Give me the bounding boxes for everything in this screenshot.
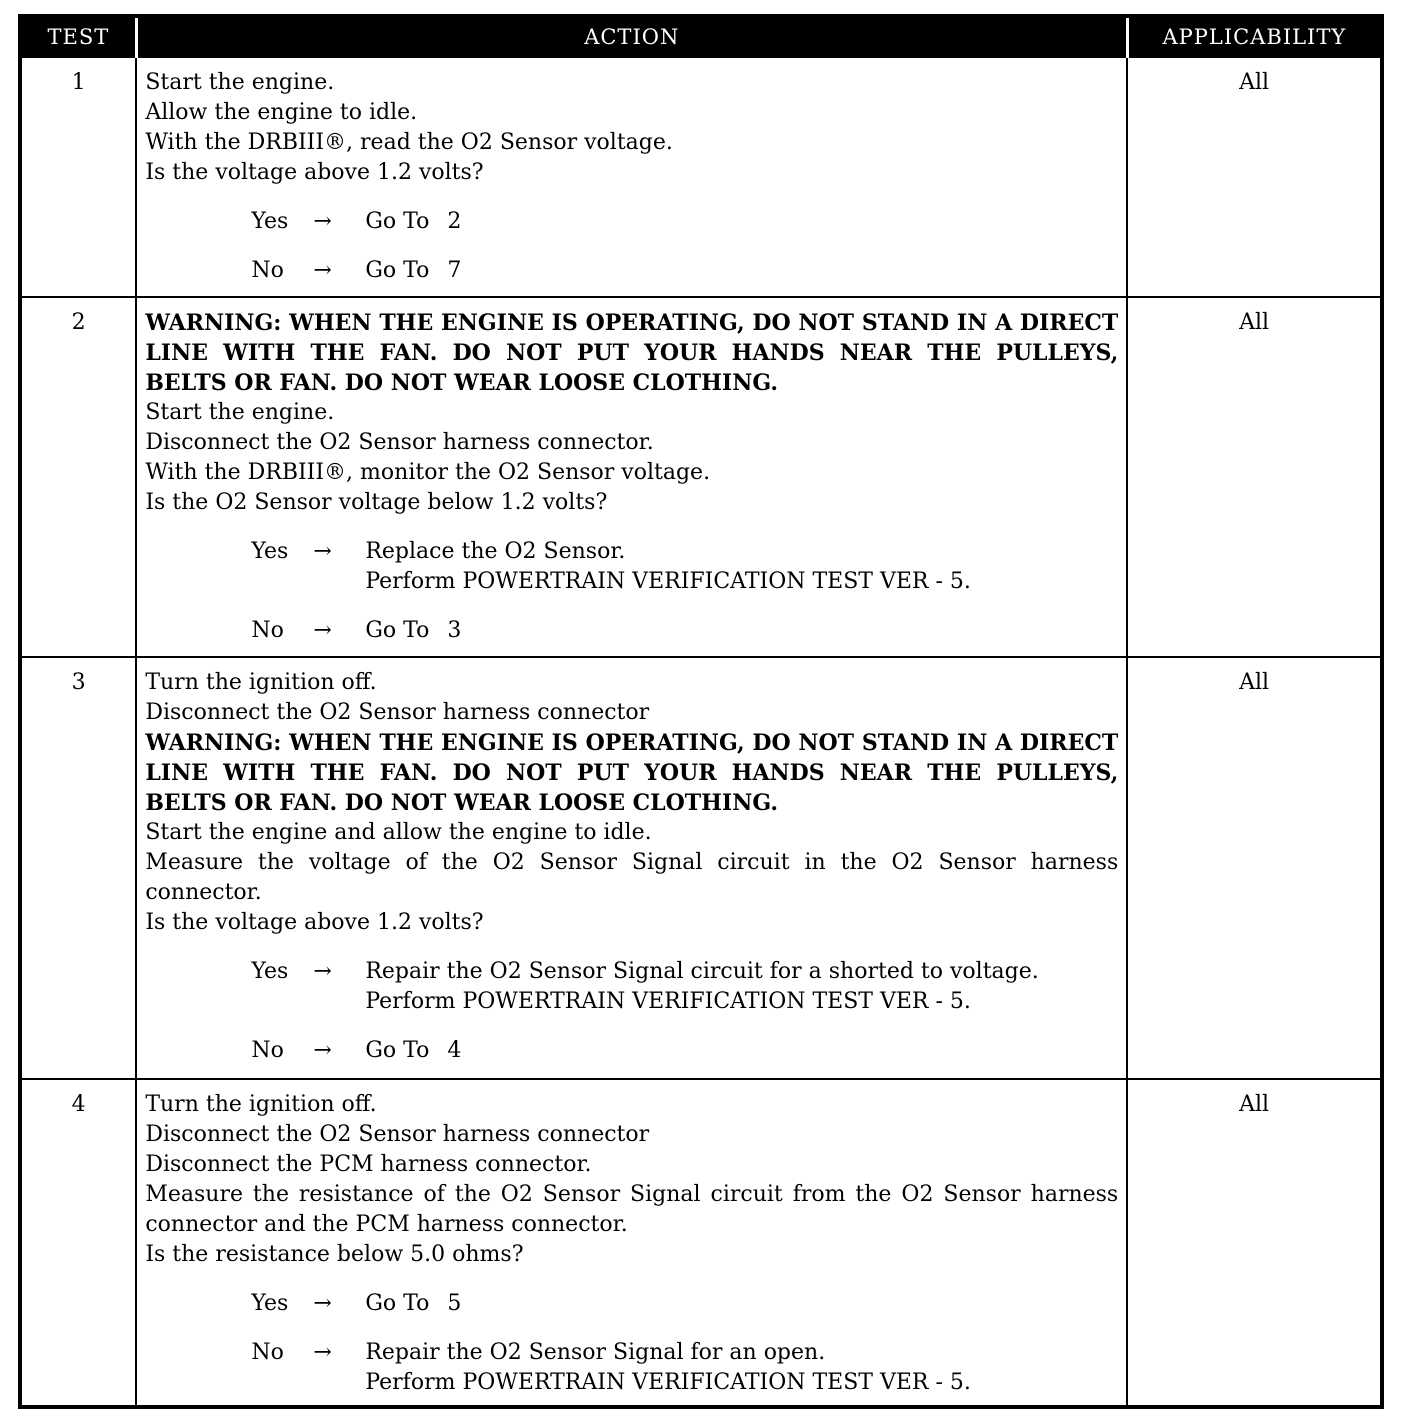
goto-number: 4	[447, 1038, 462, 1063]
header-action: ACTION	[136, 16, 1127, 57]
action-line: With the DRBIII®, monitor the O2 Sensor voltage.	[145, 460, 711, 485]
action-cell	[136, 297, 1127, 657]
table-row	[20, 297, 1382, 657]
question-line: Is the O2 Sensor voltage below 1.2 volts?	[145, 490, 608, 515]
action-line: Disconnect the PCM harness connector.	[145, 1152, 592, 1177]
action-line: Start the engine and allow the engine to idle.	[145, 820, 652, 845]
action-line: With the DRBIII®, read the O2 Sensor voltage.	[145, 130, 673, 155]
header-test: TEST	[20, 16, 136, 57]
action-line: Disconnect the O2 Sensor harness connector	[145, 1122, 650, 1147]
action-line: Measure the resistance of the O2 Sensor Signal circuit from the O2 Sensor harness connector and the PCM harness connector.	[145, 1182, 1119, 1237]
no-outcome	[251, 1338, 1118, 1398]
table-row	[20, 1079, 1382, 1407]
yes-label: Yes	[251, 539, 289, 564]
question-line: Is the voltage above 1.2 volts?	[145, 160, 484, 185]
no-outcome	[251, 256, 1118, 286]
test-number: 2	[20, 297, 136, 657]
action-line: Turn the ignition off.	[145, 670, 377, 695]
action-cell	[136, 57, 1127, 297]
header-applicability: APPLICABILITY	[1127, 16, 1382, 57]
action-line: Allow the engine to idle.	[145, 100, 418, 125]
yes-label: Yes	[251, 209, 289, 234]
test-number: 3	[20, 657, 136, 1079]
goto-text: Go To	[365, 1291, 430, 1316]
goto-number: 5	[447, 1291, 462, 1316]
applicability: All	[1127, 657, 1382, 1079]
diagnostic-test-table	[18, 14, 1384, 1409]
arrow-icon: →	[313, 258, 332, 283]
goto-number: 2	[447, 209, 462, 234]
arrow-icon: →	[313, 618, 332, 643]
yes-outcome	[251, 207, 1118, 237]
outcome-result	[365, 957, 1118, 1017]
yes-outcome	[251, 537, 1118, 597]
outcome-result	[365, 1338, 1118, 1398]
outcome-result	[365, 256, 1118, 286]
table-header-row	[20, 16, 1382, 57]
no-outcome	[251, 1036, 1118, 1066]
no-outcome	[251, 616, 1118, 646]
yes-label: Yes	[251, 959, 289, 984]
arrow-icon: →	[313, 1340, 332, 1365]
arrow-icon: →	[313, 1291, 332, 1316]
test-number: 4	[20, 1079, 136, 1407]
test-number: 1	[20, 57, 136, 297]
question-line: Is the resistance below 5.0 ohms?	[145, 1242, 524, 1267]
yes-outcome	[251, 1289, 1118, 1319]
goto-number: 3	[447, 618, 462, 643]
no-label: No	[251, 1038, 284, 1063]
table-row	[20, 57, 1382, 297]
outcome-line: Perform POWERTRAIN VERIFICATION TEST VER - 5.	[365, 569, 971, 594]
action-line: Start the engine.	[145, 400, 335, 425]
outcome-result	[365, 1036, 1118, 1066]
action-cell	[136, 657, 1127, 1079]
warning-text: WARNING: WHEN THE ENGINE IS OPERATING, DO NOT STAND IN A DIRECT LINE WITH THE FAN. DO NOT PUT YOUR HANDS NEAR THE PULLEYS, BELTS OR FAN. DO NOT WEAR LOOSE CLOTHING.	[145, 310, 1119, 396]
warning-text: WARNING: WHEN THE ENGINE IS OPERATING, DO NOT STAND IN A DIRECT LINE WITH THE FAN. DO NOT PUT YOUR HANDS NEAR THE PULLEYS, BELTS OR FAN. DO NOT WEAR LOOSE CLOTHING.	[145, 730, 1119, 816]
action-line: Disconnect the O2 Sensor harness connector	[145, 700, 650, 725]
outcome-line: Repair the O2 Sensor Signal circuit for a shorted to voltage.	[365, 959, 1039, 984]
yes-outcome	[251, 957, 1118, 1017]
table-row	[20, 657, 1382, 1079]
action-line: Measure the voltage of the O2 Sensor Signal circuit in the O2 Sensor harness connector.	[145, 850, 1119, 905]
applicability: All	[1127, 57, 1382, 297]
outcome-result	[365, 616, 1118, 646]
goto-text: Go To	[365, 258, 430, 283]
yes-label: Yes	[251, 1291, 289, 1316]
applicability: All	[1127, 1079, 1382, 1407]
arrow-icon: →	[313, 959, 332, 984]
action-cell	[136, 1079, 1127, 1407]
goto-text: Go To	[365, 209, 430, 234]
goto-number: 7	[447, 258, 462, 283]
no-label: No	[251, 1340, 284, 1365]
action-line: Turn the ignition off.	[145, 1092, 377, 1117]
no-label: No	[251, 618, 284, 643]
goto-text: Go To	[365, 618, 430, 643]
action-line: Disconnect the O2 Sensor harness connector.	[145, 430, 654, 455]
outcome-line: Perform POWERTRAIN VERIFICATION TEST VER - 5.	[365, 1370, 971, 1395]
outcome-line: Replace the O2 Sensor.	[365, 539, 626, 564]
arrow-icon: →	[313, 209, 332, 234]
outcome-line: Perform POWERTRAIN VERIFICATION TEST VER - 5.	[365, 989, 971, 1014]
outcome-line: Repair the O2 Sensor Signal for an open.	[365, 1340, 826, 1365]
action-line: Start the engine.	[145, 70, 335, 95]
question-line: Is the voltage above 1.2 volts?	[145, 910, 484, 935]
arrow-icon: →	[313, 539, 332, 564]
arrow-icon: →	[313, 1038, 332, 1063]
no-label: No	[251, 258, 284, 283]
goto-text: Go To	[365, 1038, 430, 1063]
outcome-result	[365, 537, 1118, 597]
outcome-result	[365, 1289, 1118, 1319]
outcome-result	[365, 207, 1118, 237]
applicability: All	[1127, 297, 1382, 657]
